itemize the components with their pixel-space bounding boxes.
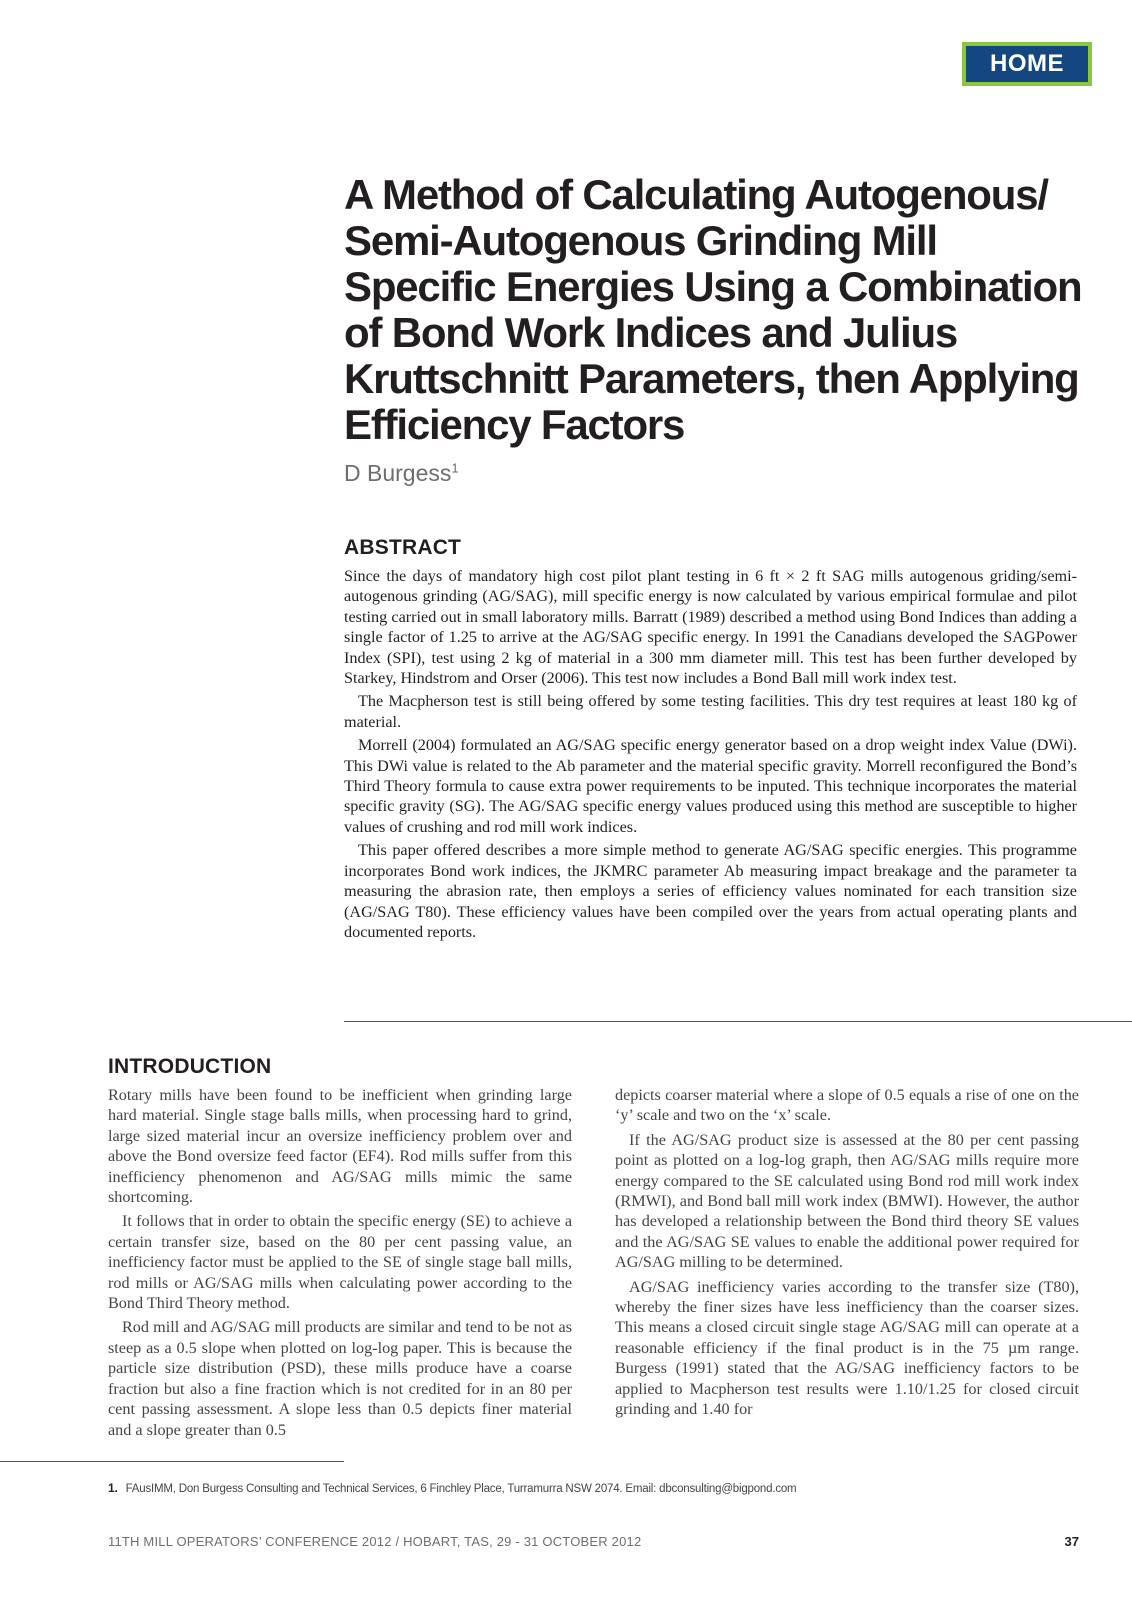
author: [344, 460, 459, 487]
introduction-heading: INTRODUCTION: [108, 1055, 272, 1078]
body-paragraph: Rod mill and AG/SAG mill products are similar and tend to be not as steep as a 0.5 slope when plotted on log-log paper. This is because the particle size distribution (PSD), these mills produce have a coarse fraction but also a fine fraction which is not credited for in an 80 per cent passing assessment. A slope less than 0.5 depicts finer material and a slope greater than 0.5: [108, 1318, 572, 1439]
body-paragraph: If the AG/SAG product size is assessed at the 80 per cent passing point as plotted on a log-log graph, then AG/SAG mills require more energy compared to the SE calculated using Bond rod mill work index (RMWI), and Bond ball mill work index (BMWI). However, the author has developed a relationship between the Bond third theory SE values and the AG/SAG SE values to enable the additional power required for AG/SAG milling to be determined.: [615, 1130, 1079, 1272]
body-paragraph: It follows that in order to obtain the specific energy (SE) to achieve a certain transfer size, based on the 80 per cent passing value, an inefficiency factor must be applied to the SE of single stage ball mills, rod mills or AG/SAG mills when calculating power according to the Bond Third Theory method.: [108, 1212, 572, 1313]
author-name: D Burgess: [344, 460, 452, 486]
footnote-divider: [0, 1461, 344, 1462]
title-line: A Method of Calculating Autogenous/: [344, 171, 1048, 218]
title-line: Efficiency Factors: [344, 401, 685, 448]
abstract-heading: ABSTRACT: [344, 536, 462, 559]
conference-footer: 11TH MILL OPERATORS’ CONFERENCE 2012 / HOBART, TAS, 29 - 31 OCTOBER 2012: [108, 1534, 642, 1549]
title-line: Semi-Autogenous Grinding Mill: [344, 217, 937, 264]
home-button[interactable]: HOME: [962, 42, 1092, 86]
abstract-paragraph: This paper offered describes a more simple method to generate AG/SAG specific energies. This programme incorporates Bond work indices, the JKMRC parameter Ab measuring impact breakage and the parameter ta measuring the abrasion rate, then employs a series of efficiency values nominated for each transition size (AG/SAG T80). These efficiency values have been compiled over the years from actual operating plants and documented reports.: [344, 841, 1077, 941]
abstract-paragraph: The Macpherson test is still being offered by some testing facilities. This dry test requires at least 180 kg of material.: [344, 692, 1077, 731]
author-footnote-marker: 1: [451, 460, 459, 476]
body-paragraph: depicts coarser material where a slope of 0.5 equals a rise of one on the ‘y’ scale and two on the ‘x’ scale.: [615, 1086, 1079, 1125]
title-line: of Bond Work Indices and Julius: [344, 309, 958, 356]
paper-title: [344, 172, 1104, 448]
footnote-number: 1.: [108, 1481, 118, 1495]
body-paragraph: Rotary mills have been found to be inefficient when grinding large hard material. Single stage balls mills, when processing hard to grind, large sized material incur an oversize inefficiency problem over and above the Bond oversize feed factor (EF4). Rod mills suffer from this inefficiency phenomenon and AG/SAG mills mimic the same shortcoming.: [108, 1086, 572, 1207]
footnote: [108, 1481, 796, 1495]
section-divider: [344, 1021, 1132, 1022]
page-number: 37: [1064, 1534, 1079, 1549]
introduction-left-column: [108, 1085, 572, 1444]
footnote-text: FAusIMM, Don Burgess Consulting and Technical Services, 6 Finchley Place, Turramurra NSW 2074. Email: dbconsulting@bigpond.com: [125, 1483, 797, 1495]
body-paragraph: AG/SAG inefficiency varies according to the transfer size (T80), whereby the finer sizes have less inefficiency than the coarser sizes. This means a closed circuit single stage AG/SAG mill can operate at a reasonable efficiency if the final product is in the 75 µm range. Burgess (1991) stated that the AG/SAG inefficiency factors to be applied to Macpherson test results were 1.10/1.25 for closed circuit grinding and 1.40 for: [615, 1277, 1079, 1419]
abstract-body: [344, 566, 1077, 945]
introduction-right-column: [615, 1085, 1079, 1424]
title-line: Kruttschnitt Parameters, then Applying: [344, 355, 1079, 402]
title-line: Specific Energies Using a Combination: [344, 263, 1082, 310]
abstract-paragraph: Morrell (2004) formulated an AG/SAG specific energy generator based on a drop weight index Value (DWi). This DWi value is related to the Ab parameter and the material specific gravity. Morrell reconfigured the Bond’s Third Theory formula to cause extra power requirements to be inputed. This technique incorporates the material specific gravity (SG). The AG/SAG specific energy values produced using this method are susceptible to higher values of crushing and rod mill work indices.: [344, 736, 1077, 836]
abstract-paragraph: Since the days of mandatory high cost pilot plant testing in 6 ft × 2 ft SAG mills autogenous griding/semi-autogenous grinding (AG/SAG), mill specific energy is now calculated by various empirical formulae and pilot testing carried out in small laboratory mills. Barratt (1989) described a method using Bond Indices than adding a single factor of 1.25 to arrive at the AG/SAG specific energy. In 1991 the Canadians developed the SAGPower Index (SPI), test using 2 kg of material in a 300 mm diameter mill. This test has been further developed by Starkey, Hindstrom and Orser (2006). This test now includes a Bond Ball mill work index test.: [344, 567, 1077, 688]
